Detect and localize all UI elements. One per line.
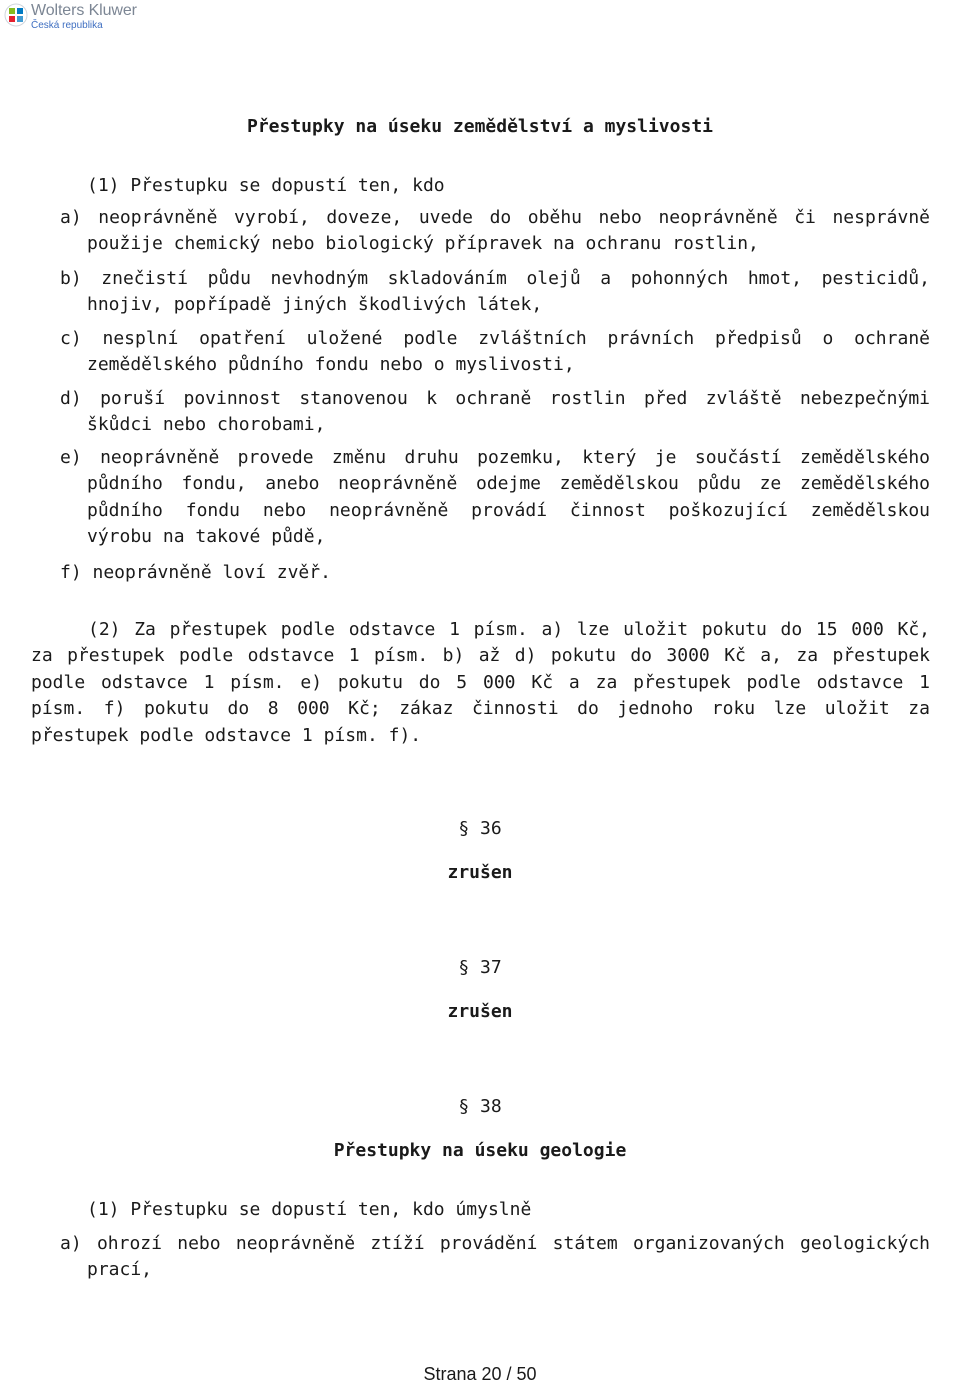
section-number: § 37 bbox=[458, 957, 502, 978]
list-item-continuation: výrobu na takové půdě, bbox=[87, 526, 326, 548]
list-item: f) neoprávněně loví zvěř. bbox=[60, 562, 331, 583]
list-item bbox=[60, 205, 930, 258]
section-title: Přestupky na úseku geologie bbox=[333, 1140, 627, 1161]
paragraph-intro: (1) Přestupku se dopustí ten, kdo bbox=[87, 175, 445, 196]
section-status: zrušen bbox=[447, 1001, 513, 1022]
page-number: Strana 20 / 50 bbox=[423, 1364, 537, 1384]
section-number: § 38 bbox=[458, 1096, 502, 1117]
list-item bbox=[60, 386, 930, 439]
publisher-logo bbox=[4, 3, 137, 31]
list-item-text: b) znečistí půdu nevhodným skladováním olejů a pohonných hmot, pesticidů, bbox=[60, 268, 930, 289]
paragraph-line: přestupek podle odstavce 1 písm. f). bbox=[31, 724, 422, 746]
list-item-continuation: hnojiv, popřípadě jiných škodlivých látek, bbox=[87, 294, 543, 316]
list-item bbox=[60, 1231, 930, 1284]
paragraph-line: podle odstavce 1 písm. e) pokutu do 5 000 Kč a za přestupek podle odstavce 1 bbox=[31, 671, 930, 693]
brand-name: Wolters Kluwer bbox=[31, 2, 137, 19]
section-status: zrušen bbox=[447, 862, 513, 883]
paragraph-penalties bbox=[31, 617, 930, 749]
brand-subtitle: Česká republika bbox=[31, 20, 103, 31]
section-number: § 36 bbox=[458, 818, 502, 839]
list-item-continuation: prací, bbox=[87, 1259, 153, 1281]
list-item-continuation: škůdci nebo chorobami, bbox=[87, 414, 326, 436]
paragraph-line: (2) Za přestupek podle odstavce 1 písm. a) lze uložit pokutu do 15 000 Kč, bbox=[88, 619, 930, 640]
list-item-text: a) ohrozí nebo neoprávněně ztíží provádění státem organizovaných geologických bbox=[60, 1233, 930, 1254]
list-item-text: d) poruší povinnost stanovenou k ochraně rostlin před zvláště nebezpečnými bbox=[60, 388, 930, 409]
list-item bbox=[60, 326, 930, 379]
list-item-text: e) neoprávněně provede změnu druhu pozemku, který je součástí zemědělského bbox=[60, 447, 930, 468]
list-item bbox=[60, 445, 930, 551]
section-title: Přestupky na úseku zemědělství a myslivosti bbox=[247, 116, 713, 137]
paragraph-line: písm. f) pokutu do 8 000 Kč; zákaz činnosti do jednoho roku lze uložit za bbox=[31, 698, 930, 720]
list-item bbox=[60, 266, 930, 319]
list-item-text: c) nesplní opatření uložené podle zvláštních právních předpisů o ochraně bbox=[60, 328, 930, 349]
list-item-continuation: půdního fondu nebo neoprávněně provádí činnost poškozující zemědělskou bbox=[87, 499, 930, 521]
list-item-continuation: použije chemický nebo biologický přípravek na ochranu rostlin, bbox=[87, 233, 759, 255]
paragraph-intro: (1) Přestupku se dopustí ten, kdo úmyslně bbox=[87, 1199, 532, 1220]
list-item-text: a) neoprávněně vyrobí, doveze, uvede do oběhu nebo neoprávněně či nesprávně bbox=[60, 207, 930, 228]
wolters-kluwer-logo-icon bbox=[4, 3, 28, 27]
paragraph-line: za přestupek podle odstavce 1 písm. b) až d) pokutu do 3000 Kč a, za přestupek bbox=[31, 645, 930, 667]
list-item-continuation: zemědělského půdního fondu nebo o myslivosti, bbox=[87, 354, 575, 376]
list-item-continuation: půdního fondu, anebo neoprávněně odejme zemědělskou půdu ze zemědělského bbox=[87, 473, 930, 495]
